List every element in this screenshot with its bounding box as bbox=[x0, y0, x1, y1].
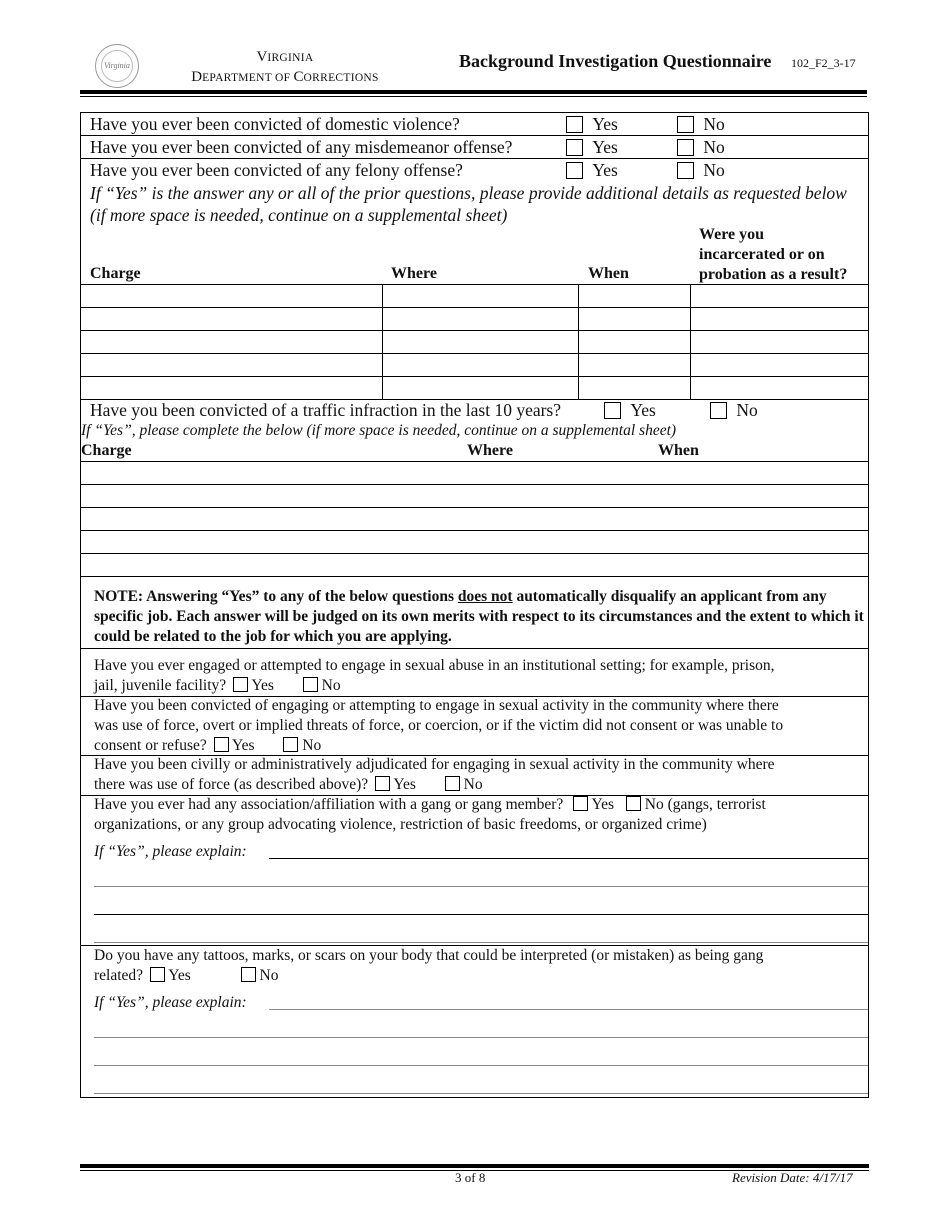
form-frame bbox=[80, 112, 869, 1098]
seal-text: Virginia bbox=[101, 50, 133, 82]
felony-yes-option: Yes bbox=[566, 160, 618, 181]
question-felony: Have you ever been convicted of any felony offense? bbox=[90, 160, 463, 180]
col-charge-header: Charge bbox=[90, 265, 141, 282]
tattoo-explain-line[interactable] bbox=[269, 1009, 868, 1010]
community-conviction-yes-checkbox[interactable] bbox=[214, 737, 229, 752]
traffic-col-charge: Charge bbox=[81, 442, 132, 459]
question-traffic: Have you been convicted of a traffic infraction in the last 10 years? bbox=[90, 400, 562, 420]
conviction-row[interactable] bbox=[81, 285, 868, 307]
virginia-seal bbox=[95, 44, 139, 88]
question-sexual-activity-conviction: Have you been convicted of engaging or attempting to engage in sexual activity in the community where there was use of force, overt or implied threats of force, or coercion, or if the victim did not consent or was unable to consent or refuse? Yes No bbox=[94, 697, 784, 754]
question-sexual-abuse-institutional: Have you ever engaged or attempted to engage in sexual abuse in an institutional setting; for example, prison, jail, juvenile facility? Yes No bbox=[94, 657, 775, 694]
header-rule bbox=[80, 90, 867, 94]
tattoo-explain-line[interactable] bbox=[94, 1065, 868, 1066]
institutional-no-checkbox[interactable] bbox=[303, 677, 318, 692]
felony-no-checkbox[interactable] bbox=[677, 162, 694, 179]
tattoo-explain-line[interactable] bbox=[94, 1093, 868, 1094]
domestic-violence-no-option: No bbox=[677, 114, 725, 135]
revision-date: Revision Date: 4/17/17 bbox=[732, 1170, 853, 1185]
tattoo-explain-label: If “Yes”, please explain: bbox=[94, 994, 247, 1011]
gang-explain-line[interactable] bbox=[94, 942, 868, 943]
traffic-row[interactable] bbox=[81, 485, 868, 507]
conviction-row[interactable] bbox=[81, 377, 868, 399]
misdemeanor-no-checkbox[interactable] bbox=[677, 139, 694, 156]
agency-name-line1: VIRGINIA bbox=[256, 49, 314, 65]
document-title: Background Investigation Questionnaire bbox=[459, 51, 772, 71]
misdemeanor-no-option: No bbox=[677, 137, 725, 158]
conviction-row[interactable] bbox=[81, 354, 868, 376]
footer-rule bbox=[80, 1164, 869, 1168]
domestic-violence-yes-checkbox[interactable] bbox=[566, 116, 583, 133]
tattoo-no-checkbox[interactable] bbox=[241, 967, 256, 982]
felony-yes-checkbox[interactable] bbox=[566, 162, 583, 179]
question-gang-affiliation: Have you ever had any association/affiliation with a gang or gang member? Yes No (gangs, terrorist organizations, or any group advocating violence, restriction of basic freedoms, or organized crime) bbox=[94, 796, 766, 833]
agency-name-line2: DEPARTMENT OF CORRECTIONS bbox=[191, 69, 379, 85]
gang-explain-line[interactable] bbox=[269, 858, 868, 859]
traffic-yes-option: Yes bbox=[604, 400, 656, 421]
traffic-row[interactable] bbox=[81, 462, 868, 484]
adjudicated-no-checkbox[interactable] bbox=[445, 776, 460, 791]
header-rule-thin bbox=[80, 96, 867, 97]
misdemeanor-yes-option: Yes bbox=[566, 137, 618, 158]
traffic-col-where: Where bbox=[467, 442, 513, 459]
gang-explain-label: If “Yes”, please explain: bbox=[94, 843, 247, 860]
gang-yes-checkbox[interactable] bbox=[573, 796, 588, 811]
question-misdemeanor: Have you ever been convicted of any misdemeanor offense? bbox=[90, 137, 513, 157]
traffic-col-when: When bbox=[658, 442, 699, 459]
convictions-instruction: If “Yes” is the answer any or all of the prior questions, please provide additional details as requested below (if more space is needed, continue on a supplemental sheet) bbox=[90, 183, 847, 225]
domestic-violence-no-checkbox[interactable] bbox=[677, 116, 694, 133]
question-sexual-activity-adjudicated: Have you been civilly or administratively adjudicated for engaging in sexual activity in the community where there was use of force (as described above)? Yes No bbox=[94, 756, 775, 793]
traffic-instruction: If “Yes”, please complete the below (if more space is needed, continue on a supplemental sheet) bbox=[81, 422, 677, 439]
felony-no-option: No bbox=[677, 160, 725, 181]
conviction-row[interactable] bbox=[81, 331, 868, 353]
disclaimer-note: NOTE: Answering “Yes” to any of the below questions does not automatically disqualify an applicant from any specific job. Each answer will be judged on its own merits with respect to its circumstances and the extent to which it could be related to the job for which you are applying. bbox=[94, 588, 864, 645]
domestic-violence-yes-option: Yes bbox=[566, 114, 618, 135]
gang-no-checkbox[interactable] bbox=[626, 796, 641, 811]
col-when-header: When bbox=[588, 265, 629, 282]
traffic-row[interactable] bbox=[81, 508, 868, 530]
gang-explain-line[interactable] bbox=[94, 914, 868, 915]
traffic-no-option: No bbox=[710, 400, 758, 421]
tattoo-yes-checkbox[interactable] bbox=[150, 967, 165, 982]
traffic-no-checkbox[interactable] bbox=[710, 402, 727, 419]
col-where-header: Where bbox=[391, 265, 437, 282]
question-tattoos: Do you have any tattoos, marks, or scars on your body that could be interpreted (or mistaken) as being gang related? Yes No bbox=[94, 947, 764, 984]
conviction-row[interactable] bbox=[81, 308, 868, 330]
traffic-row[interactable] bbox=[81, 554, 868, 576]
col-incarcerated-header: Were you incarcerated or on probation as a result? bbox=[699, 226, 848, 283]
tattoo-explain-line[interactable] bbox=[94, 1037, 868, 1038]
misdemeanor-yes-checkbox[interactable] bbox=[566, 139, 583, 156]
question-domestic-violence: Have you ever been convicted of domestic violence? bbox=[90, 114, 460, 134]
traffic-row[interactable] bbox=[81, 531, 868, 553]
gang-explain-line[interactable] bbox=[94, 886, 868, 887]
form-code: 102_F2_3-17 bbox=[791, 56, 856, 70]
traffic-yes-checkbox[interactable] bbox=[604, 402, 621, 419]
page-number: 3 of 8 bbox=[455, 1170, 486, 1185]
community-conviction-no-checkbox[interactable] bbox=[283, 737, 298, 752]
adjudicated-yes-checkbox[interactable] bbox=[375, 776, 390, 791]
institutional-yes-checkbox[interactable] bbox=[233, 677, 248, 692]
